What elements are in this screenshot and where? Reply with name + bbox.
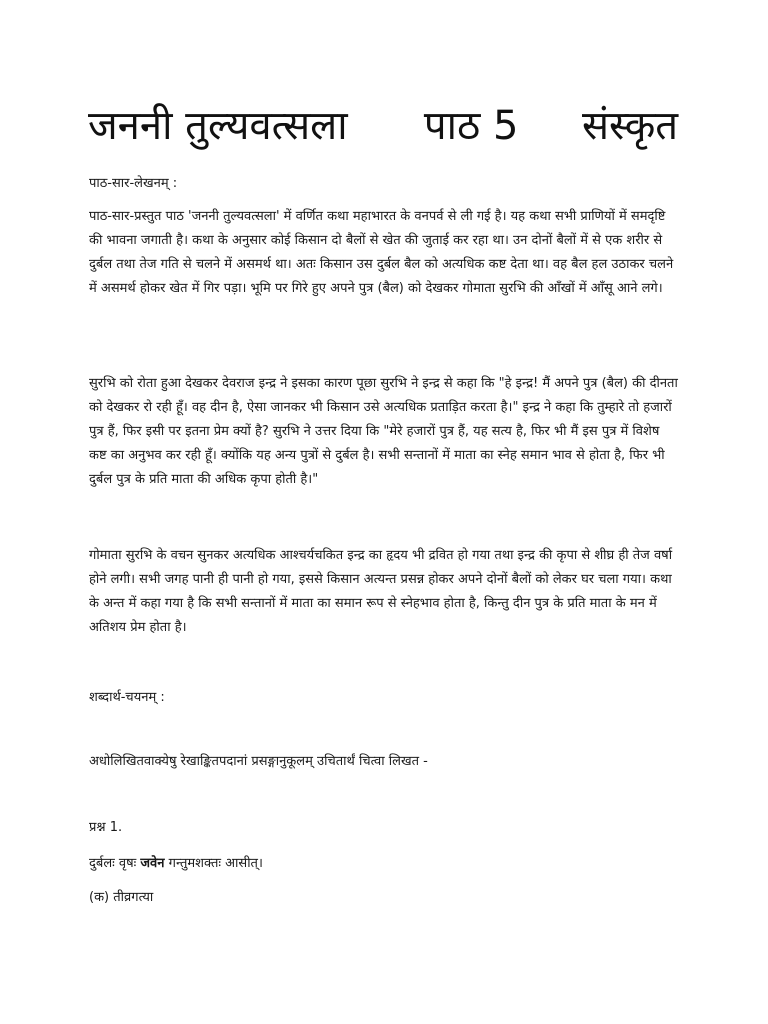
shabdarth-heading: शब्दार्थ-चयनम् : — [89, 690, 165, 705]
question-text-before: दुर्बलः वृषः — [89, 856, 141, 871]
question-sentence — [89, 852, 263, 876]
instruction-text: अधोलिखितवाक्येषु रेखाङ्कितपदानां प्रसङ्गानुकूलम् उचितार्थं चित्वा लिखत - — [89, 754, 428, 769]
question-label: प्रश्न 1. — [89, 820, 123, 835]
paragraph-2: सुरभि को रोता हुआ देखकर देवराज इन्द्र ने इसका कारण पूछा सुरभि ने इन्द्र से कहा कि "हे इन्द्र! मैं अपने पुत्र (बैल) की दीनता को देखकर रो रही हूँ। वह दीन है, ऐसा जानकर भी किसान उसे अत्यधिक प्रताड़ित करता है।" इन्द्र ने कहा कि तुम्हारे तो हजारों पुत्र हैं, फिर इसी पर इतना प्रेम क्यों है? सुरभि ने उत्तर दिया कि "मेरे हजारों पुत्र हैं, यह सत्य है, फिर भी मैं इस पुत्र में विशेष कष्ट का अनुभव कर रही हूँ। क्योंकि यह अन्य पुत्रों से दुर्बल है। सभी सन्तानों में माता का स्नेह समान भाव से होता है, फिर भी दुर्बल पुत्र के प्रति माता की अधिक कृपा होती है।" — [89, 376, 678, 487]
option-a: (क) तीव्रगत्या — [89, 890, 154, 905]
paragraph-1: पाठ-सार-प्रस्तुत पाठ 'जननी तुल्यवत्सला' में वर्णित कथा महाभारत के वनपर्व से ली गई है। यह कथा सभी प्राणियों में समदृष्टि की भावना जगाती है। कथा के अनुसार कोई किसान दो बैलों से खेत की जुताई कर रहा था। उन दोनों बैलों में से एक शरीर से दुर्बल तथा तेज गति से चलने में असमर्थ था। अतः किसान उस दुर्बल बैल को अत्यधिक कष्ट देता था। वह बैल हल उठाकर चलने में असमर्थ होकर खेत में गिर पड़ा। भूमि पर गिरे हुए अपने पुत्र (बैल) को देखकर गोमाता सुरभि की आँखों में आँसू आने लगे। — [89, 209, 674, 296]
underlined-word: जवेन — [140, 856, 165, 871]
section-heading: पाठ-सार-लेखनम् : — [89, 176, 178, 191]
question-text-after: गन्तुमशक्तः आसीत्। — [164, 856, 263, 871]
page-title: जननी तुल्यवत्सला पाठ 5 संस्कृत — [88, 103, 679, 149]
paragraph-3: गोमाता सुरभि के वचन सुनकर अत्यधिक आश्चर्यचकित इन्द्र का हृदय भी द्रवित हो गया तथा इन्द्र की कृपा से शीघ्र ही तेज वर्षा होने लगी। सभी जगह पानी ही पानी हो गया, इससे किसान अत्यन्त प्रसन्न होकर अपने दोनों बैलों को लेकर घर चला गया। कथा के अन्त में कहा गया है कि सभी सन्तानों में माता का समान रूप से स्नेहभाव होता है, किन्तु दीन पुत्र के प्रति माता के मन में अतिशय प्रेम होता है। — [89, 548, 673, 635]
